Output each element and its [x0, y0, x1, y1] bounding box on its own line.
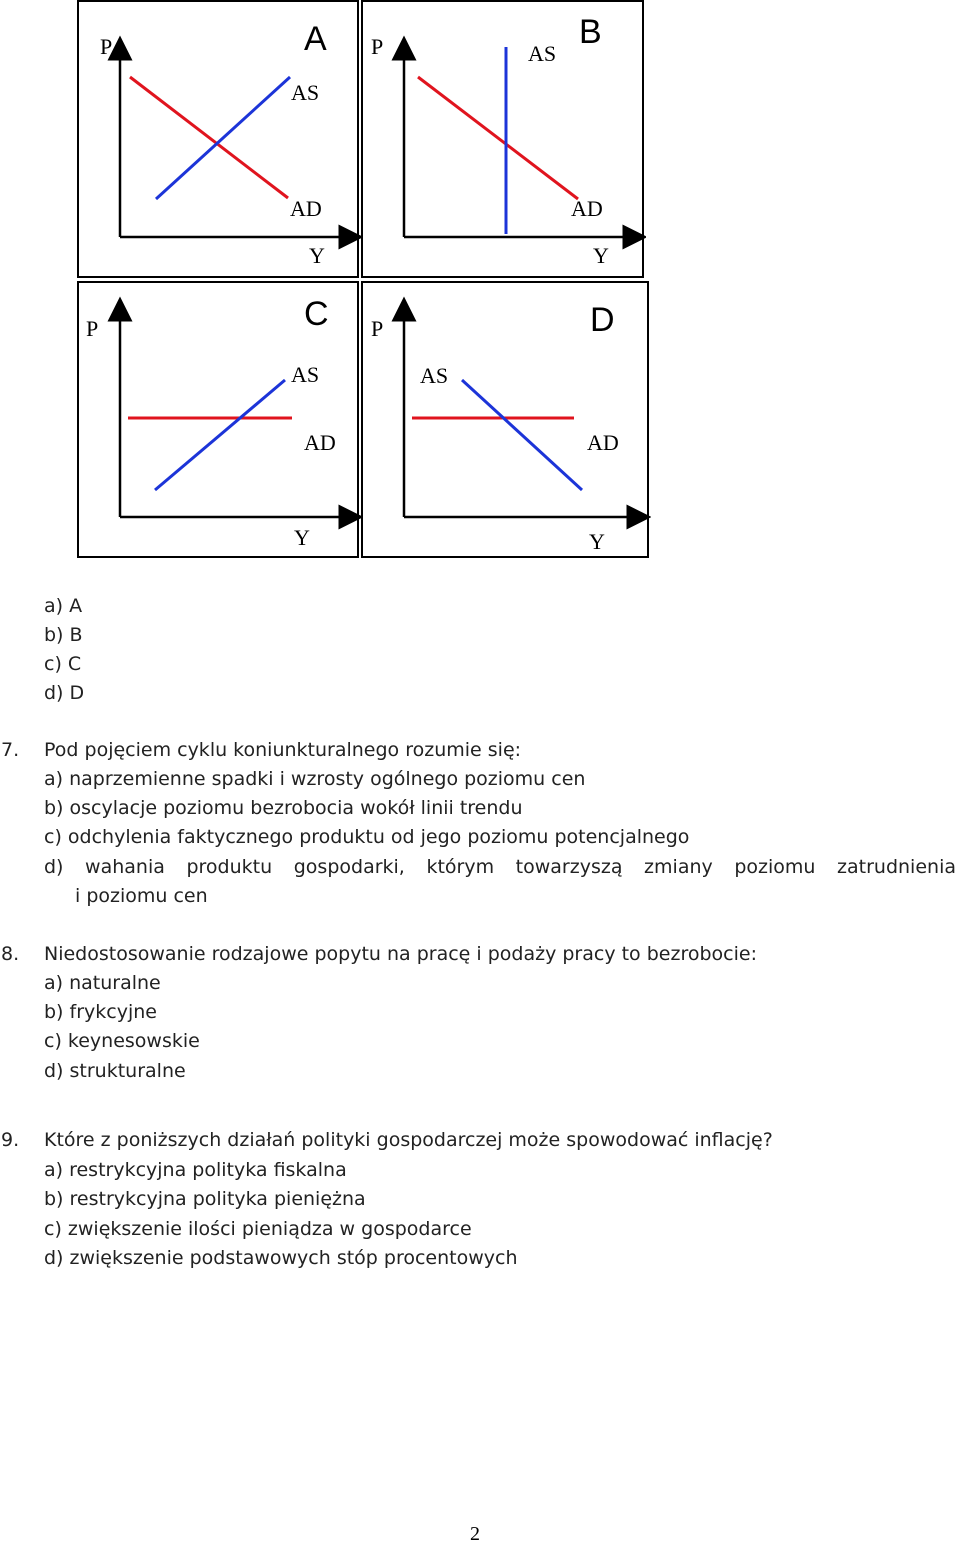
panel-d-letter: D — [590, 301, 615, 339]
panel-a-as-label: AS — [291, 80, 320, 105]
q9-number: 9. — [1, 1129, 20, 1151]
q7-question: Pod pojęciem cyklu koniunkturalnego rozumie się: — [44, 739, 522, 761]
q9-option-a: a) restrykcyjna polityka fiskalna — [44, 1159, 347, 1181]
panel-d — [361, 281, 649, 558]
panel-a — [77, 0, 359, 278]
panel-d-ad-label: AD — [587, 430, 619, 455]
q7-option-a: a) naprzemienne spadki i wzrosty ogólnego poziomu cen — [44, 768, 586, 790]
panel-b-ad-label: AD — [571, 196, 603, 221]
panel-a-y-label: Y — [309, 243, 325, 268]
q9-option-b: b) restrykcyjna polityka pieniężna — [44, 1188, 366, 1210]
q9-question: Które z poniższych działań polityki gospodarczej może spowodować inflację? — [44, 1129, 773, 1151]
panel-d-p-label: P — [371, 316, 384, 341]
q7-option-c: c) odchylenia faktycznego produktu od jego poziomu potencjalnego — [44, 826, 690, 848]
panel-c-as-line — [155, 380, 285, 490]
q8-option-b: b) frykcyjne — [44, 1001, 157, 1023]
panel-a-letter: A — [304, 20, 327, 58]
q7-option-b: b) oscylacje poziomu bezrobocia wokół linii trendu — [44, 797, 523, 819]
panel-c-as-label: AS — [291, 362, 320, 387]
prev-answer-a: a) A — [44, 595, 83, 617]
panel-c-ad-label: AD — [304, 430, 336, 455]
panel-d-as-line — [462, 380, 582, 490]
q9-option-d: d) zwiększenie podstawowych stóp procentowych — [44, 1247, 518, 1269]
panel-b — [361, 0, 644, 278]
q8-number: 8. — [1, 943, 20, 965]
q8-option-d: d) strukturalne — [44, 1060, 186, 1082]
panel-b-graph — [363, 2, 646, 280]
panel-b-p-label: P — [371, 34, 384, 59]
q8-question: Niedostosowanie rodzajowe popytu na pracę i podaży pracy to bezrobocie: — [44, 943, 757, 965]
panel-a-p-label: P — [100, 34, 113, 59]
q7-option-d: d) wahania produktu gospodarki, którym towarzyszą zmiany poziomu zatrudnienia — [44, 856, 956, 878]
q7-number: 7. — [1, 739, 20, 761]
q7-option-d-cont: i poziomu cen — [75, 885, 208, 907]
q8-option-a: a) naturalne — [44, 972, 161, 994]
panel-c-p-label: P — [86, 316, 99, 341]
panel-a-as-line — [156, 77, 290, 199]
panel-b-letter: B — [579, 13, 602, 51]
panel-c-y-label: Y — [294, 525, 310, 550]
panel-c — [77, 281, 359, 558]
page-number: 2 — [470, 1523, 480, 1545]
prev-answer-d: d) D — [44, 682, 85, 704]
panel-a-ad-label: AD — [290, 196, 322, 221]
q9-option-c: c) zwiększenie ilości pieniądza w gospodarce — [44, 1218, 472, 1240]
q8-option-c: c) keynesowskie — [44, 1030, 200, 1052]
prev-answer-c: c) C — [44, 653, 82, 675]
panel-b-ad-line — [418, 77, 578, 199]
panel-a-ad-line — [130, 77, 288, 198]
prev-answer-b: b) B — [44, 624, 83, 646]
panel-d-y-label: Y — [589, 529, 605, 554]
panel-c-letter: C — [304, 295, 329, 333]
panel-b-as-label: AS — [528, 41, 557, 66]
panel-b-y-label: Y — [593, 243, 609, 268]
panel-d-as-label: AS — [420, 363, 449, 388]
